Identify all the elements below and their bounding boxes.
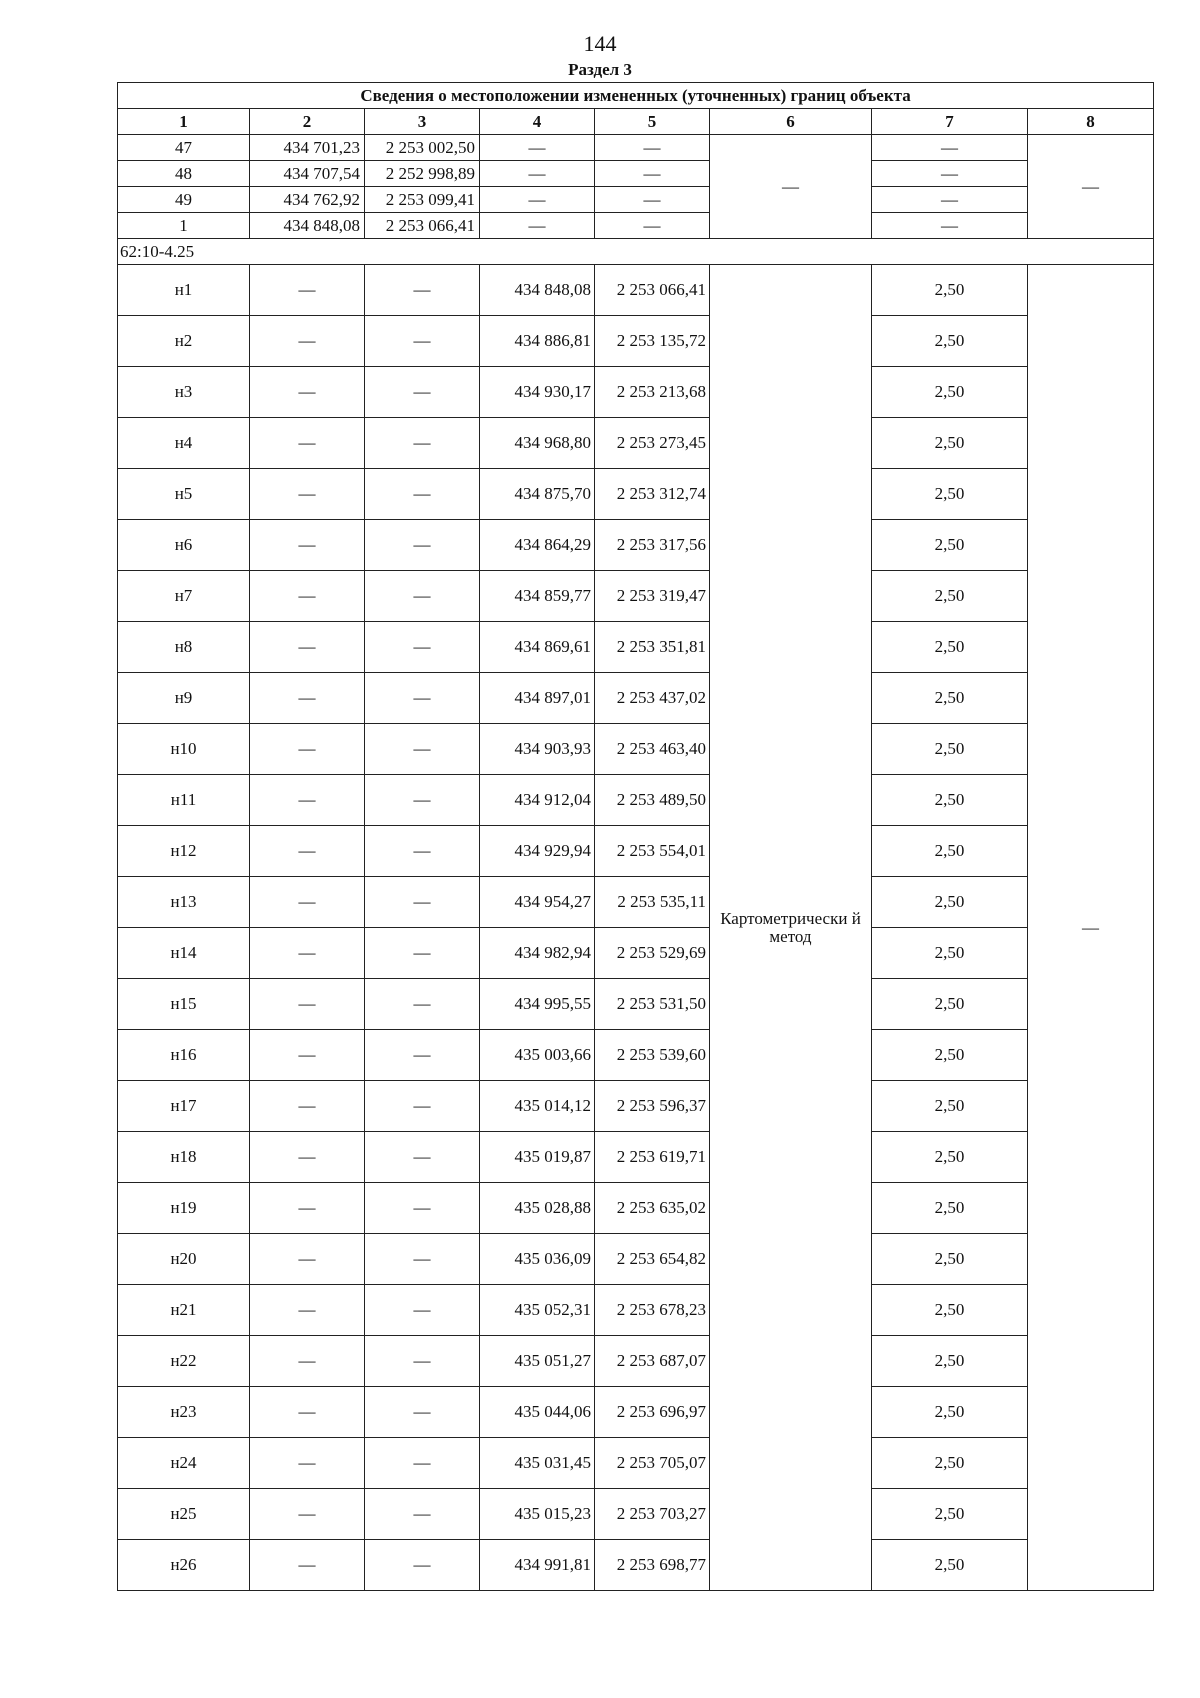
table-row bbox=[118, 571, 1154, 622]
accuracy-cell: 2,50 bbox=[872, 1132, 1028, 1183]
accuracy-cell: 2,50 bbox=[872, 1183, 1028, 1234]
table-row bbox=[118, 1183, 1154, 1234]
column-header: 8 bbox=[1028, 109, 1154, 135]
y-coordinate-cell: 2 253 705,07 bbox=[595, 1438, 710, 1489]
column-header: 5 bbox=[595, 109, 710, 135]
old-y-cell: — bbox=[365, 673, 480, 724]
old-y-cell: — bbox=[365, 622, 480, 673]
accuracy-cell: 2,50 bbox=[872, 571, 1028, 622]
y-coordinate-cell: 2 253 619,71 bbox=[595, 1132, 710, 1183]
column-header: 1 bbox=[118, 109, 250, 135]
y-coordinate-cell: 2 253 463,40 bbox=[595, 724, 710, 775]
old-x-cell: — bbox=[250, 1030, 365, 1081]
point-number-cell: 48 bbox=[118, 161, 250, 187]
x-coordinate-cell: 435 044,06 bbox=[480, 1387, 595, 1438]
y-coordinate-cell: 2 253 678,23 bbox=[595, 1285, 710, 1336]
x-coordinate-cell: 434 864,29 bbox=[480, 520, 595, 571]
table-row bbox=[118, 1336, 1154, 1387]
point-number-cell: н18 bbox=[118, 1132, 250, 1183]
accuracy-cell: 2,50 bbox=[872, 367, 1028, 418]
column-header: 7 bbox=[872, 109, 1028, 135]
x-coordinate-cell: 434 875,70 bbox=[480, 469, 595, 520]
table-row bbox=[118, 826, 1154, 877]
method-cell: Картометрически й метод bbox=[710, 265, 872, 1591]
old-y-cell: — bbox=[365, 1183, 480, 1234]
point-number-cell: н13 bbox=[118, 877, 250, 928]
table-row bbox=[118, 367, 1154, 418]
old-y-cell: — bbox=[365, 826, 480, 877]
x-coordinate-cell: 434 954,27 bbox=[480, 877, 595, 928]
accuracy-cell: 2,50 bbox=[872, 469, 1028, 520]
old-y-cell: — bbox=[365, 775, 480, 826]
old-y-cell: — bbox=[365, 724, 480, 775]
accuracy-cell: 2,50 bbox=[872, 928, 1028, 979]
note-cell: — bbox=[1028, 135, 1154, 239]
x-coordinate-cell: 434 929,94 bbox=[480, 826, 595, 877]
point-number-cell: н10 bbox=[118, 724, 250, 775]
accuracy-cell: — bbox=[872, 161, 1028, 187]
table-row bbox=[118, 187, 1154, 213]
old-y-cell: — bbox=[365, 1285, 480, 1336]
point-number-cell: 49 bbox=[118, 187, 250, 213]
y-coordinate-cell: 2 253 554,01 bbox=[595, 826, 710, 877]
point-number-cell: н9 bbox=[118, 673, 250, 724]
x-coordinate-cell: 435 019,87 bbox=[480, 1132, 595, 1183]
column-number-row bbox=[118, 109, 1154, 135]
x-coordinate-cell: 434 869,61 bbox=[480, 622, 595, 673]
point-number-cell: н12 bbox=[118, 826, 250, 877]
old-y-cell: — bbox=[365, 1489, 480, 1540]
accuracy-cell: 2,50 bbox=[872, 826, 1028, 877]
point-number-cell: н7 bbox=[118, 571, 250, 622]
x-coordinate-cell: 434 762,92 bbox=[250, 187, 365, 213]
x-coordinate-cell: 435 028,88 bbox=[480, 1183, 595, 1234]
accuracy-cell: 2,50 bbox=[872, 775, 1028, 826]
table-row bbox=[118, 316, 1154, 367]
point-number-cell: н20 bbox=[118, 1234, 250, 1285]
y-coordinate-cell: 2 253 696,97 bbox=[595, 1387, 710, 1438]
x-coordinate-cell: 435 052,31 bbox=[480, 1285, 595, 1336]
point-number-cell: н6 bbox=[118, 520, 250, 571]
parcel-group-row bbox=[118, 239, 1154, 265]
table-row bbox=[118, 265, 1154, 316]
old-x-cell: — bbox=[250, 826, 365, 877]
table-caption: Сведения о местоположении измененных (уточненных) границ объекта bbox=[118, 83, 1154, 109]
y-coordinate-cell: 2 253 654,82 bbox=[595, 1234, 710, 1285]
old-x-cell: — bbox=[250, 724, 365, 775]
old-y-cell: — bbox=[365, 1336, 480, 1387]
old-x-cell: — bbox=[250, 265, 365, 316]
point-number-cell: н21 bbox=[118, 1285, 250, 1336]
accuracy-cell: 2,50 bbox=[872, 1285, 1028, 1336]
old-y-cell: — bbox=[365, 571, 480, 622]
x-coordinate-cell: 434 897,01 bbox=[480, 673, 595, 724]
new-x-cell: — bbox=[480, 135, 595, 161]
old-x-cell: — bbox=[250, 367, 365, 418]
accuracy-cell: 2,50 bbox=[872, 1234, 1028, 1285]
table-row bbox=[118, 1387, 1154, 1438]
point-number-cell: 1 bbox=[118, 213, 250, 239]
old-x-cell: — bbox=[250, 928, 365, 979]
y-coordinate-cell: 2 253 066,41 bbox=[365, 213, 480, 239]
y-coordinate-cell: 2 253 437,02 bbox=[595, 673, 710, 724]
old-x-cell: — bbox=[250, 622, 365, 673]
table-row bbox=[118, 418, 1154, 469]
table-caption-row bbox=[118, 83, 1154, 109]
old-x-cell: — bbox=[250, 1183, 365, 1234]
table-row bbox=[118, 979, 1154, 1030]
new-x-cell: — bbox=[480, 187, 595, 213]
old-y-cell: — bbox=[365, 418, 480, 469]
point-number-cell: н8 bbox=[118, 622, 250, 673]
table-row bbox=[118, 928, 1154, 979]
table-row bbox=[118, 724, 1154, 775]
old-y-cell: — bbox=[365, 1438, 480, 1489]
parcel-number-label: 62:10-4.25 bbox=[118, 239, 1154, 265]
table-row bbox=[118, 1030, 1154, 1081]
x-coordinate-cell: 434 982,94 bbox=[480, 928, 595, 979]
table-row bbox=[118, 1234, 1154, 1285]
table-row bbox=[118, 1285, 1154, 1336]
y-coordinate-cell: 2 253 635,02 bbox=[595, 1183, 710, 1234]
accuracy-cell: 2,50 bbox=[872, 316, 1028, 367]
old-x-cell: — bbox=[250, 877, 365, 928]
point-number-cell: н15 bbox=[118, 979, 250, 1030]
method-cell: — bbox=[710, 135, 872, 239]
column-header: 3 bbox=[365, 109, 480, 135]
accuracy-cell: 2,50 bbox=[872, 1387, 1028, 1438]
old-x-cell: — bbox=[250, 775, 365, 826]
point-number-cell: н1 bbox=[118, 265, 250, 316]
table-row bbox=[118, 213, 1154, 239]
table-row bbox=[118, 775, 1154, 826]
x-coordinate-cell: 434 848,08 bbox=[480, 265, 595, 316]
y-coordinate-cell: 2 253 213,68 bbox=[595, 367, 710, 418]
old-y-cell: — bbox=[365, 1234, 480, 1285]
table-row bbox=[118, 1438, 1154, 1489]
accuracy-cell: — bbox=[872, 135, 1028, 161]
accuracy-cell: 2,50 bbox=[872, 1336, 1028, 1387]
new-y-cell: — bbox=[595, 135, 710, 161]
y-coordinate-cell: 2 253 273,45 bbox=[595, 418, 710, 469]
x-coordinate-cell: 435 036,09 bbox=[480, 1234, 595, 1285]
y-coordinate-cell: 2 253 319,47 bbox=[595, 571, 710, 622]
accuracy-cell: 2,50 bbox=[872, 1438, 1028, 1489]
x-coordinate-cell: 434 886,81 bbox=[480, 316, 595, 367]
accuracy-cell: 2,50 bbox=[872, 1081, 1028, 1132]
y-coordinate-cell: 2 253 099,41 bbox=[365, 187, 480, 213]
point-number-cell: н11 bbox=[118, 775, 250, 826]
old-y-cell: — bbox=[365, 469, 480, 520]
point-number-cell: н16 bbox=[118, 1030, 250, 1081]
old-x-cell: — bbox=[250, 979, 365, 1030]
old-y-cell: — bbox=[365, 1081, 480, 1132]
table-row bbox=[118, 135, 1154, 161]
accuracy-cell: 2,50 bbox=[872, 1030, 1028, 1081]
new-y-cell: — bbox=[595, 213, 710, 239]
y-coordinate-cell: 2 253 002,50 bbox=[365, 135, 480, 161]
old-y-cell: — bbox=[365, 520, 480, 571]
accuracy-cell: 2,50 bbox=[872, 265, 1028, 316]
y-coordinate-cell: 2 252 998,89 bbox=[365, 161, 480, 187]
old-x-cell: — bbox=[250, 1336, 365, 1387]
old-x-cell: — bbox=[250, 673, 365, 724]
old-x-cell: — bbox=[250, 1081, 365, 1132]
accuracy-cell: — bbox=[872, 187, 1028, 213]
y-coordinate-cell: 2 253 312,74 bbox=[595, 469, 710, 520]
y-coordinate-cell: 2 253 531,50 bbox=[595, 979, 710, 1030]
point-number-cell: н5 bbox=[118, 469, 250, 520]
x-coordinate-cell: 435 003,66 bbox=[480, 1030, 595, 1081]
accuracy-cell: 2,50 bbox=[872, 673, 1028, 724]
old-y-cell: — bbox=[365, 367, 480, 418]
section-title: Раздел 3 bbox=[568, 60, 632, 79]
x-coordinate-cell: 435 031,45 bbox=[480, 1438, 595, 1489]
point-number-cell: н24 bbox=[118, 1438, 250, 1489]
table-row bbox=[118, 877, 1154, 928]
accuracy-cell: 2,50 bbox=[872, 418, 1028, 469]
y-coordinate-cell: 2 253 703,27 bbox=[595, 1489, 710, 1540]
table-row bbox=[118, 673, 1154, 724]
accuracy-cell: 2,50 bbox=[872, 622, 1028, 673]
table-row bbox=[118, 469, 1154, 520]
old-x-cell: — bbox=[250, 469, 365, 520]
point-number-cell: н14 bbox=[118, 928, 250, 979]
old-x-cell: — bbox=[250, 1387, 365, 1438]
x-coordinate-cell: 434 930,17 bbox=[480, 367, 595, 418]
y-coordinate-cell: 2 253 135,72 bbox=[595, 316, 710, 367]
y-coordinate-cell: 2 253 687,07 bbox=[595, 1336, 710, 1387]
accuracy-cell: 2,50 bbox=[872, 724, 1028, 775]
point-number-cell: н19 bbox=[118, 1183, 250, 1234]
accuracy-cell: 2,50 bbox=[872, 1540, 1028, 1591]
new-x-cell: — bbox=[480, 161, 595, 187]
column-header: 4 bbox=[480, 109, 595, 135]
boundary-coordinates-table bbox=[117, 82, 1154, 1591]
old-y-cell: — bbox=[365, 265, 480, 316]
y-coordinate-cell: 2 253 489,50 bbox=[595, 775, 710, 826]
x-coordinate-cell: 434 859,77 bbox=[480, 571, 595, 622]
x-coordinate-cell: 434 995,55 bbox=[480, 979, 595, 1030]
note-cell: — bbox=[1028, 265, 1154, 1591]
point-number-cell: н26 bbox=[118, 1540, 250, 1591]
point-number-cell: н4 bbox=[118, 418, 250, 469]
table-row bbox=[118, 1132, 1154, 1183]
accuracy-cell: 2,50 bbox=[872, 979, 1028, 1030]
old-x-cell: — bbox=[250, 316, 365, 367]
y-coordinate-cell: 2 253 539,60 bbox=[595, 1030, 710, 1081]
table-row bbox=[118, 1489, 1154, 1540]
x-coordinate-cell: 435 051,27 bbox=[480, 1336, 595, 1387]
y-coordinate-cell: 2 253 066,41 bbox=[595, 265, 710, 316]
y-coordinate-cell: 2 253 698,77 bbox=[595, 1540, 710, 1591]
x-coordinate-cell: 434 701,23 bbox=[250, 135, 365, 161]
new-y-cell: — bbox=[595, 161, 710, 187]
old-x-cell: — bbox=[250, 571, 365, 622]
accuracy-cell: 2,50 bbox=[872, 520, 1028, 571]
old-x-cell: — bbox=[250, 1234, 365, 1285]
point-number-cell: н2 bbox=[118, 316, 250, 367]
old-y-cell: — bbox=[365, 1387, 480, 1438]
old-y-cell: — bbox=[365, 1132, 480, 1183]
table-row bbox=[118, 161, 1154, 187]
y-coordinate-cell: 2 253 529,69 bbox=[595, 928, 710, 979]
point-number-cell: н23 bbox=[118, 1387, 250, 1438]
old-y-cell: — bbox=[365, 1030, 480, 1081]
point-number-cell: н3 bbox=[118, 367, 250, 418]
point-number-cell: н17 bbox=[118, 1081, 250, 1132]
table-row bbox=[118, 520, 1154, 571]
new-x-cell: — bbox=[480, 213, 595, 239]
x-coordinate-cell: 435 015,23 bbox=[480, 1489, 595, 1540]
column-header: 2 bbox=[250, 109, 365, 135]
old-x-cell: — bbox=[250, 1438, 365, 1489]
y-coordinate-cell: 2 253 317,56 bbox=[595, 520, 710, 571]
accuracy-cell: 2,50 bbox=[872, 877, 1028, 928]
x-coordinate-cell: 434 707,54 bbox=[250, 161, 365, 187]
old-y-cell: — bbox=[365, 979, 480, 1030]
old-y-cell: — bbox=[365, 877, 480, 928]
old-y-cell: — bbox=[365, 316, 480, 367]
x-coordinate-cell: 435 014,12 bbox=[480, 1081, 595, 1132]
column-header: 6 bbox=[710, 109, 872, 135]
old-x-cell: — bbox=[250, 418, 365, 469]
old-y-cell: — bbox=[365, 1540, 480, 1591]
table-row bbox=[118, 1081, 1154, 1132]
old-y-cell: — bbox=[365, 928, 480, 979]
y-coordinate-cell: 2 253 351,81 bbox=[595, 622, 710, 673]
y-coordinate-cell: 2 253 596,37 bbox=[595, 1081, 710, 1132]
x-coordinate-cell: 434 968,80 bbox=[480, 418, 595, 469]
page-number: 144 bbox=[583, 31, 617, 56]
x-coordinate-cell: 434 991,81 bbox=[480, 1540, 595, 1591]
accuracy-cell: — bbox=[872, 213, 1028, 239]
old-x-cell: — bbox=[250, 1540, 365, 1591]
table-row bbox=[118, 1540, 1154, 1591]
x-coordinate-cell: 434 848,08 bbox=[250, 213, 365, 239]
old-x-cell: — bbox=[250, 520, 365, 571]
y-coordinate-cell: 2 253 535,11 bbox=[595, 877, 710, 928]
x-coordinate-cell: 434 912,04 bbox=[480, 775, 595, 826]
old-x-cell: — bbox=[250, 1285, 365, 1336]
old-x-cell: — bbox=[250, 1132, 365, 1183]
table-row bbox=[118, 622, 1154, 673]
old-x-cell: — bbox=[250, 1489, 365, 1540]
point-number-cell: н22 bbox=[118, 1336, 250, 1387]
point-number-cell: н25 bbox=[118, 1489, 250, 1540]
x-coordinate-cell: 434 903,93 bbox=[480, 724, 595, 775]
point-number-cell: 47 bbox=[118, 135, 250, 161]
accuracy-cell: 2,50 bbox=[872, 1489, 1028, 1540]
new-y-cell: — bbox=[595, 187, 710, 213]
